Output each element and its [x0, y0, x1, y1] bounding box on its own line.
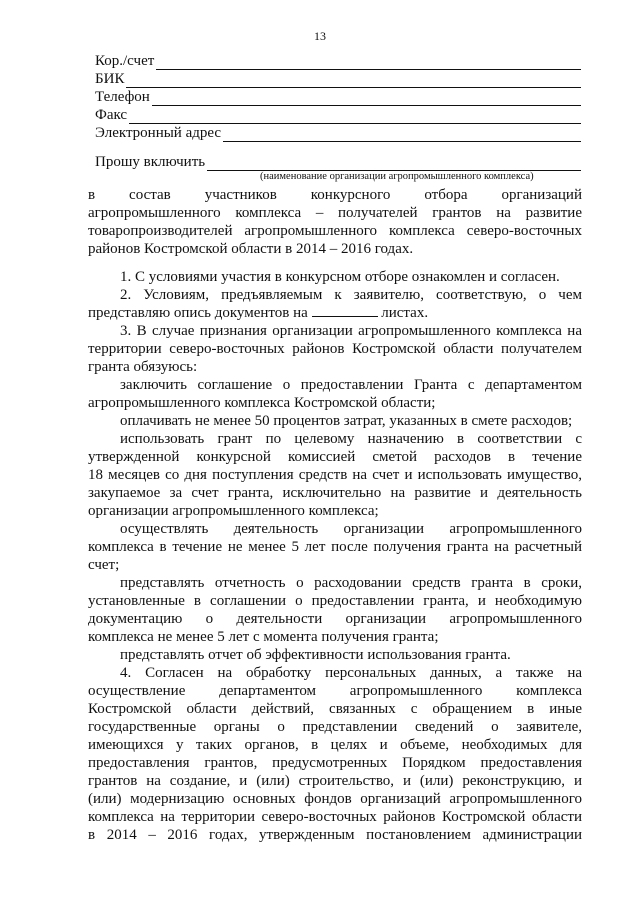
item-2 [88, 286, 582, 322]
text-line: использовать грант по целевому назначению в соответствии с [120, 431, 582, 447]
text-line: Костромской области действий, связанных с обращением в иные [88, 701, 582, 717]
item-3-obligation-agreement [88, 376, 582, 412]
email-label: Электронный адрес [95, 125, 222, 141]
text-line [88, 304, 582, 322]
text-line: (или) модернизацию основных фондов организаций агропромышленного [88, 791, 582, 807]
text-line: 2. Условиям, предъявляемым к заявителю, соответствую, о чем [120, 287, 582, 303]
item-1 [88, 268, 582, 286]
text-line: 4. Согласен на обработку персональных данных, а также на [120, 665, 582, 681]
text-line: 18 месяцев со дня поступления средств на счет и использовать имущество, [88, 467, 582, 483]
text-line: предоставления грантов, предусмотренных Порядком предоставления [88, 755, 582, 771]
text-line: 3. В случае признания организации агропромышленного комплекса на [120, 323, 582, 339]
inventory-text: представляю опись документов на [88, 305, 308, 321]
organization-name-caption: (наименование организации агропромышленного комплекса) [260, 171, 534, 182]
account-line [156, 55, 581, 70]
item-3 [88, 322, 582, 376]
text-line: осуществление департаментом агропромышленного комплекса [88, 683, 582, 699]
bik-label: БИК [95, 71, 125, 87]
text-line: комплекса не менее 5 лет с момента получения гранта; [88, 629, 439, 645]
email-field[interactable] [95, 124, 581, 142]
text-line: счет; [88, 557, 120, 573]
item-4 [88, 664, 582, 844]
text-line: в состав участников конкурсного отбора организаций [88, 187, 582, 203]
text-line: имеющихся у таких органов, в целях и объеме, необходимых для [88, 737, 582, 753]
request-paragraph [88, 186, 582, 258]
text-line: территории северо-восточных районов Костромской области получателем [88, 341, 582, 357]
phone-label: Телефон [95, 89, 150, 105]
text-line: в 2014 – 2016 годах, утвержденным постановлением администрации [88, 827, 582, 843]
text-line: комплекса в течение не менее 5 лет после получения гранта на расчетный [88, 539, 582, 555]
text-line: государственные органы о представлении сведений о заявителе, [88, 719, 582, 735]
text-line: организации агропромышленного комплекса; [88, 503, 379, 519]
request-label: Прошу включить [95, 154, 206, 170]
text-line: представлять отчет об эффективности использования гранта. [120, 647, 511, 663]
organization-name-field[interactable] [95, 153, 581, 171]
bik-field[interactable] [95, 70, 581, 88]
item-3-obligation-activity [88, 520, 582, 574]
text-line: утвержденной конкурсной комиссией сметой расходов в течение [88, 449, 582, 465]
bik-line [126, 73, 581, 88]
text-line: установленные в соглашении о предоставлении гранта, и необходимую [88, 593, 582, 609]
account-label: Кор./счет [95, 53, 155, 69]
text-line: представлять отчетность о расходовании средств гранта в сроки, [120, 575, 582, 591]
email-line [223, 127, 581, 142]
page-number: 13 [314, 29, 326, 43]
text-line: заключить соглашение о предоставлении Гранта с департаментом [120, 377, 582, 393]
text-line: гранта обязуюсь: [88, 359, 198, 375]
text-line: оплачивать не менее 50 процентов затрат, указанных в смете расходов; [120, 413, 573, 429]
fax-field[interactable] [95, 106, 581, 124]
item-3-obligation-payment [88, 412, 582, 430]
text-line: 1. С условиями участия в конкурсном отборе ознакомлен и согласен. [120, 269, 560, 285]
text-line: грантов на создание, и (или) строительство, и (или) реконструкцию, и [88, 773, 582, 789]
sheets-text: листах. [381, 305, 429, 321]
phone-field[interactable] [95, 88, 581, 106]
text-line: документацию о деятельности организации агропромышленного [88, 611, 582, 627]
account-field[interactable] [95, 52, 581, 70]
text-line: товаропроизводителей агропромышленного комплекса северо-восточных [88, 223, 582, 239]
text-line: агропромышленного комплекса Костромской области; [88, 395, 436, 411]
fax-label: Факс [95, 107, 128, 123]
fax-line [129, 109, 581, 124]
text-line: осуществлять деятельность организации агропромышленного [120, 521, 582, 537]
item-3-obligation-reporting [88, 574, 582, 646]
phone-line [152, 91, 581, 106]
sheets-count-blank[interactable] [312, 304, 378, 317]
item-3-obligation-use [88, 430, 582, 520]
text-line: комплекса на территории северо-восточных районов Костромской области [88, 809, 582, 825]
organization-name-line [207, 156, 581, 171]
text-line: районов Костромской области в 2014 – 2016 годах. [88, 241, 414, 257]
text-line: агропромышленного комплекса – получателей грантов на развитие [88, 205, 582, 221]
text-line: закупаемое за счет гранта, исключительно на развитие и деятельность [88, 485, 582, 501]
item-3-obligation-efficiency-report [88, 646, 582, 664]
